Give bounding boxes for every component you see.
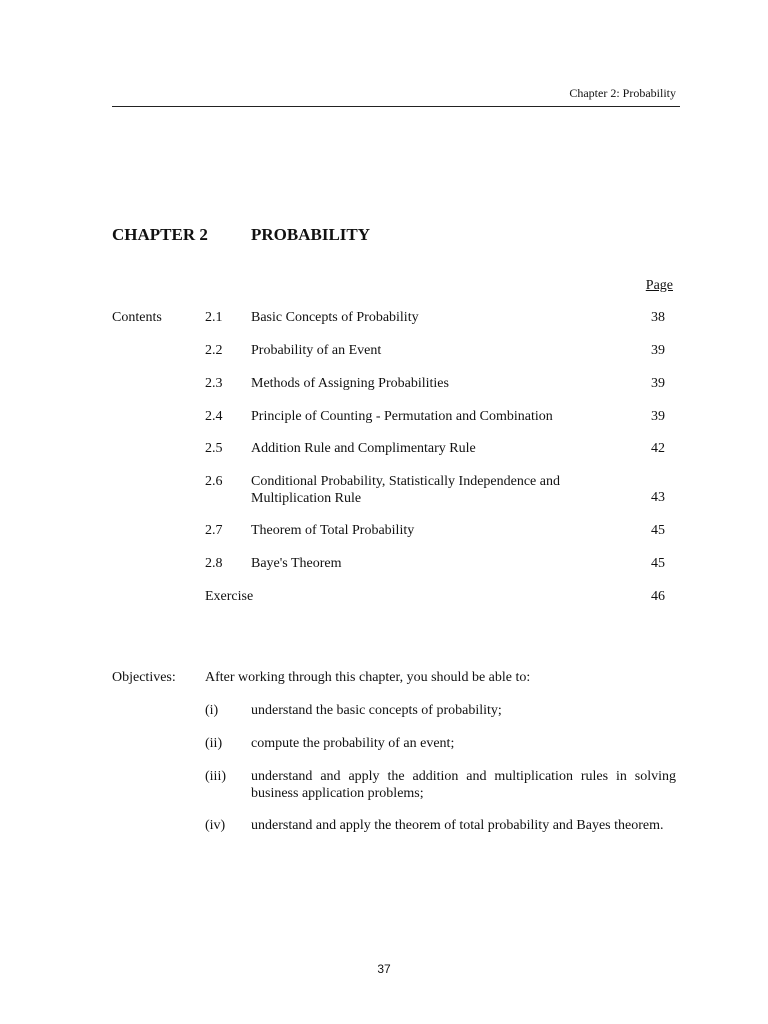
- objectives-label: Objectives:: [112, 670, 176, 685]
- objective-text: understand and apply the addition and multiplication rules in solving business application problems;: [251, 769, 676, 801]
- objective-text: understand the basic concepts of probability;: [251, 703, 502, 718]
- toc-number: 2.5: [205, 441, 223, 456]
- toc-title: Principle of Counting - Permutation and Combination: [251, 409, 553, 424]
- toc-exercise-title: Exercise: [205, 589, 254, 604]
- toc-number: 2.6: [205, 474, 223, 489]
- toc-number: 2.4: [205, 409, 223, 424]
- toc-page: 42: [651, 441, 665, 456]
- toc-page: 39: [651, 343, 665, 358]
- toc-title: Methods of Assigning Probabilities: [251, 376, 449, 391]
- chapter-number: CHAPTER 2: [112, 225, 208, 244]
- objective-text: compute the probability of an event;: [251, 736, 455, 751]
- toc-number: 2.8: [205, 556, 223, 571]
- toc-number: 2.1: [205, 310, 223, 325]
- running-header: Chapter 2: Probability: [569, 86, 676, 100]
- toc-page: 45: [651, 556, 665, 571]
- toc-page: 46: [651, 589, 665, 604]
- objective-number: (ii): [205, 736, 223, 751]
- toc-title: Addition Rule and Complimentary Rule: [251, 441, 476, 456]
- toc-number: 2.3: [205, 376, 223, 391]
- objective-number: (iv): [205, 818, 226, 833]
- page-number: 37: [377, 962, 391, 976]
- toc-title: Conditional Probability, Statistically Independence and Multiplication Rule: [251, 474, 560, 506]
- contents-label: Contents: [112, 310, 162, 325]
- objective-number: (i): [205, 703, 219, 718]
- toc-title: Theorem of Total Probability: [251, 523, 415, 538]
- toc-title: Probability of an Event: [251, 343, 382, 358]
- toc-page: 39: [651, 376, 665, 391]
- toc-page: 38: [651, 310, 665, 325]
- objectives-intro: After working through this chapter, you should be able to:: [205, 670, 531, 685]
- toc-number: 2.2: [205, 343, 223, 358]
- objective-number: (iii): [205, 769, 226, 784]
- toc-number: 2.7: [205, 523, 223, 538]
- toc-page: 39: [651, 409, 665, 424]
- toc-page-heading: Page: [645, 278, 673, 293]
- header-rule: [112, 106, 680, 107]
- objective-text: understand and apply the theorem of total probability and Bayes theorem.: [251, 818, 664, 833]
- toc-title: Baye's Theorem: [251, 556, 342, 571]
- chapter-title: PROBABILITY: [251, 225, 371, 244]
- toc-page: 43: [651, 490, 665, 505]
- toc-title: Basic Concepts of Probability: [251, 310, 419, 325]
- toc-page: 45: [651, 523, 665, 538]
